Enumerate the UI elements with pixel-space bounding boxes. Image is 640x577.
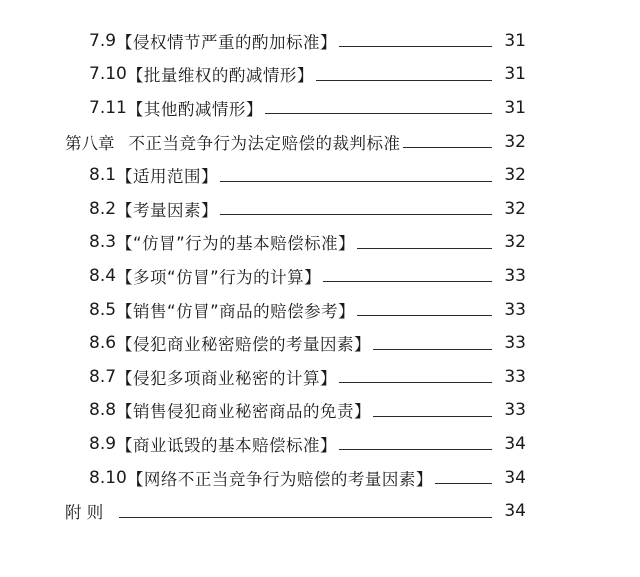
toc-entry-number: 8.2	[89, 198, 117, 219]
toc-appendix-label: 附 则	[65, 503, 104, 523]
toc-entry-number: 7.10	[89, 64, 127, 85]
toc-entry-8-6[interactable]	[0, 326, 640, 360]
toc-entry-number: 8.1	[89, 165, 117, 186]
toc-entry-page: 31	[504, 97, 526, 118]
toc-entry-number: 8.8	[89, 400, 117, 421]
toc-entry-page: 32	[504, 198, 526, 219]
toc-entry-8-3[interactable]	[0, 226, 640, 260]
toc-entry-title: 【侵权情节严重的酌加标准】	[116, 32, 338, 52]
toc-entry-page: 32	[504, 131, 526, 152]
toc-entry-7-9[interactable]	[0, 24, 640, 58]
toc-entry-page: 34	[504, 467, 526, 488]
toc-entry-title: 【侵犯商业秘密赔偿的考量因素】	[116, 335, 372, 355]
toc-entry-page: 32	[504, 165, 526, 186]
dot-leader	[435, 483, 492, 484]
table-of-contents	[0, 24, 640, 528]
dot-leader	[357, 315, 492, 316]
dot-leader	[357, 248, 492, 249]
toc-entry-number: 8.6	[89, 333, 117, 354]
toc-entry-title: 【侵犯多项商业秘密的计算】	[116, 368, 338, 388]
dot-leader	[220, 181, 492, 182]
toc-entry-7-11[interactable]	[0, 91, 640, 125]
toc-entry-page: 31	[504, 30, 526, 51]
toc-entry-title: 【适用范围】	[116, 167, 219, 187]
toc-entry-8-7[interactable]	[0, 360, 640, 394]
dot-leader	[403, 147, 493, 148]
toc-entry-page: 32	[504, 232, 526, 253]
toc-entry-number: 7.11	[89, 97, 127, 118]
toc-entry-title: 【商业诋毁的基本赔偿标准】	[116, 435, 338, 455]
toc-entry-page: 33	[504, 265, 526, 286]
toc-entry-8-4[interactable]	[0, 259, 640, 293]
toc-entry-8-5[interactable]	[0, 293, 640, 327]
dot-leader	[220, 214, 492, 215]
toc-entry-number: 8.7	[89, 366, 117, 387]
toc-entry-title: 【销售侵犯商业秘密商品的免责】	[116, 402, 372, 422]
dot-leader	[316, 80, 492, 81]
toc-entry-number: 8.3	[89, 232, 117, 253]
toc-entry-page: 33	[504, 400, 526, 421]
toc-chapter-number: 第八章	[65, 133, 115, 153]
toc-entry-8-2[interactable]	[0, 192, 640, 226]
toc-entry-page: 33	[504, 366, 526, 387]
toc-entry-page: 33	[504, 299, 526, 320]
toc-entry-appendix[interactable]	[0, 494, 640, 528]
dot-leader	[373, 416, 492, 417]
toc-entry-8-9[interactable]	[0, 427, 640, 461]
toc-entry-number: 7.9	[89, 30, 117, 51]
toc-entry-page: 34	[504, 501, 526, 522]
toc-chapter-title: 不正当竞争行为法定赔偿的裁判标准	[128, 133, 401, 153]
toc-entry-title: 【多项“仿冒”行为的计算】	[116, 267, 322, 287]
toc-entry-8-1[interactable]	[0, 158, 640, 192]
toc-entry-page: 34	[504, 433, 526, 454]
toc-entry-page: 33	[504, 333, 526, 354]
toc-entry-chapter-8[interactable]	[0, 125, 640, 159]
dot-leader	[373, 349, 492, 350]
toc-entry-8-8[interactable]	[0, 394, 640, 428]
toc-entry-number: 8.5	[89, 299, 117, 320]
dot-leader	[323, 281, 492, 282]
toc-entry-number: 8.4	[89, 265, 117, 286]
toc-entry-title: 【批量维权的酌减情形】	[126, 66, 314, 86]
toc-entry-title: 【考量因素】	[116, 200, 219, 220]
toc-entry-title: 【“仿冒”行为的基本赔偿标准】	[116, 234, 356, 254]
dot-leader	[339, 449, 492, 450]
toc-entry-title: 【其他酌减情形】	[126, 99, 263, 119]
dot-leader	[339, 46, 492, 47]
toc-entry-number: 8.9	[89, 433, 117, 454]
dot-leader	[339, 382, 492, 383]
toc-entry-8-10[interactable]	[0, 461, 640, 495]
dot-leader	[265, 113, 492, 114]
toc-entry-7-10[interactable]	[0, 58, 640, 92]
toc-entry-number: 8.10	[89, 467, 127, 488]
dot-leader	[119, 517, 492, 518]
toc-entry-title: 【网络不正当竞争行为赔偿的考量因素】	[126, 469, 433, 489]
toc-entry-page: 31	[504, 64, 526, 85]
toc-entry-title: 【销售“仿冒”商品的赔偿参考】	[116, 301, 356, 321]
